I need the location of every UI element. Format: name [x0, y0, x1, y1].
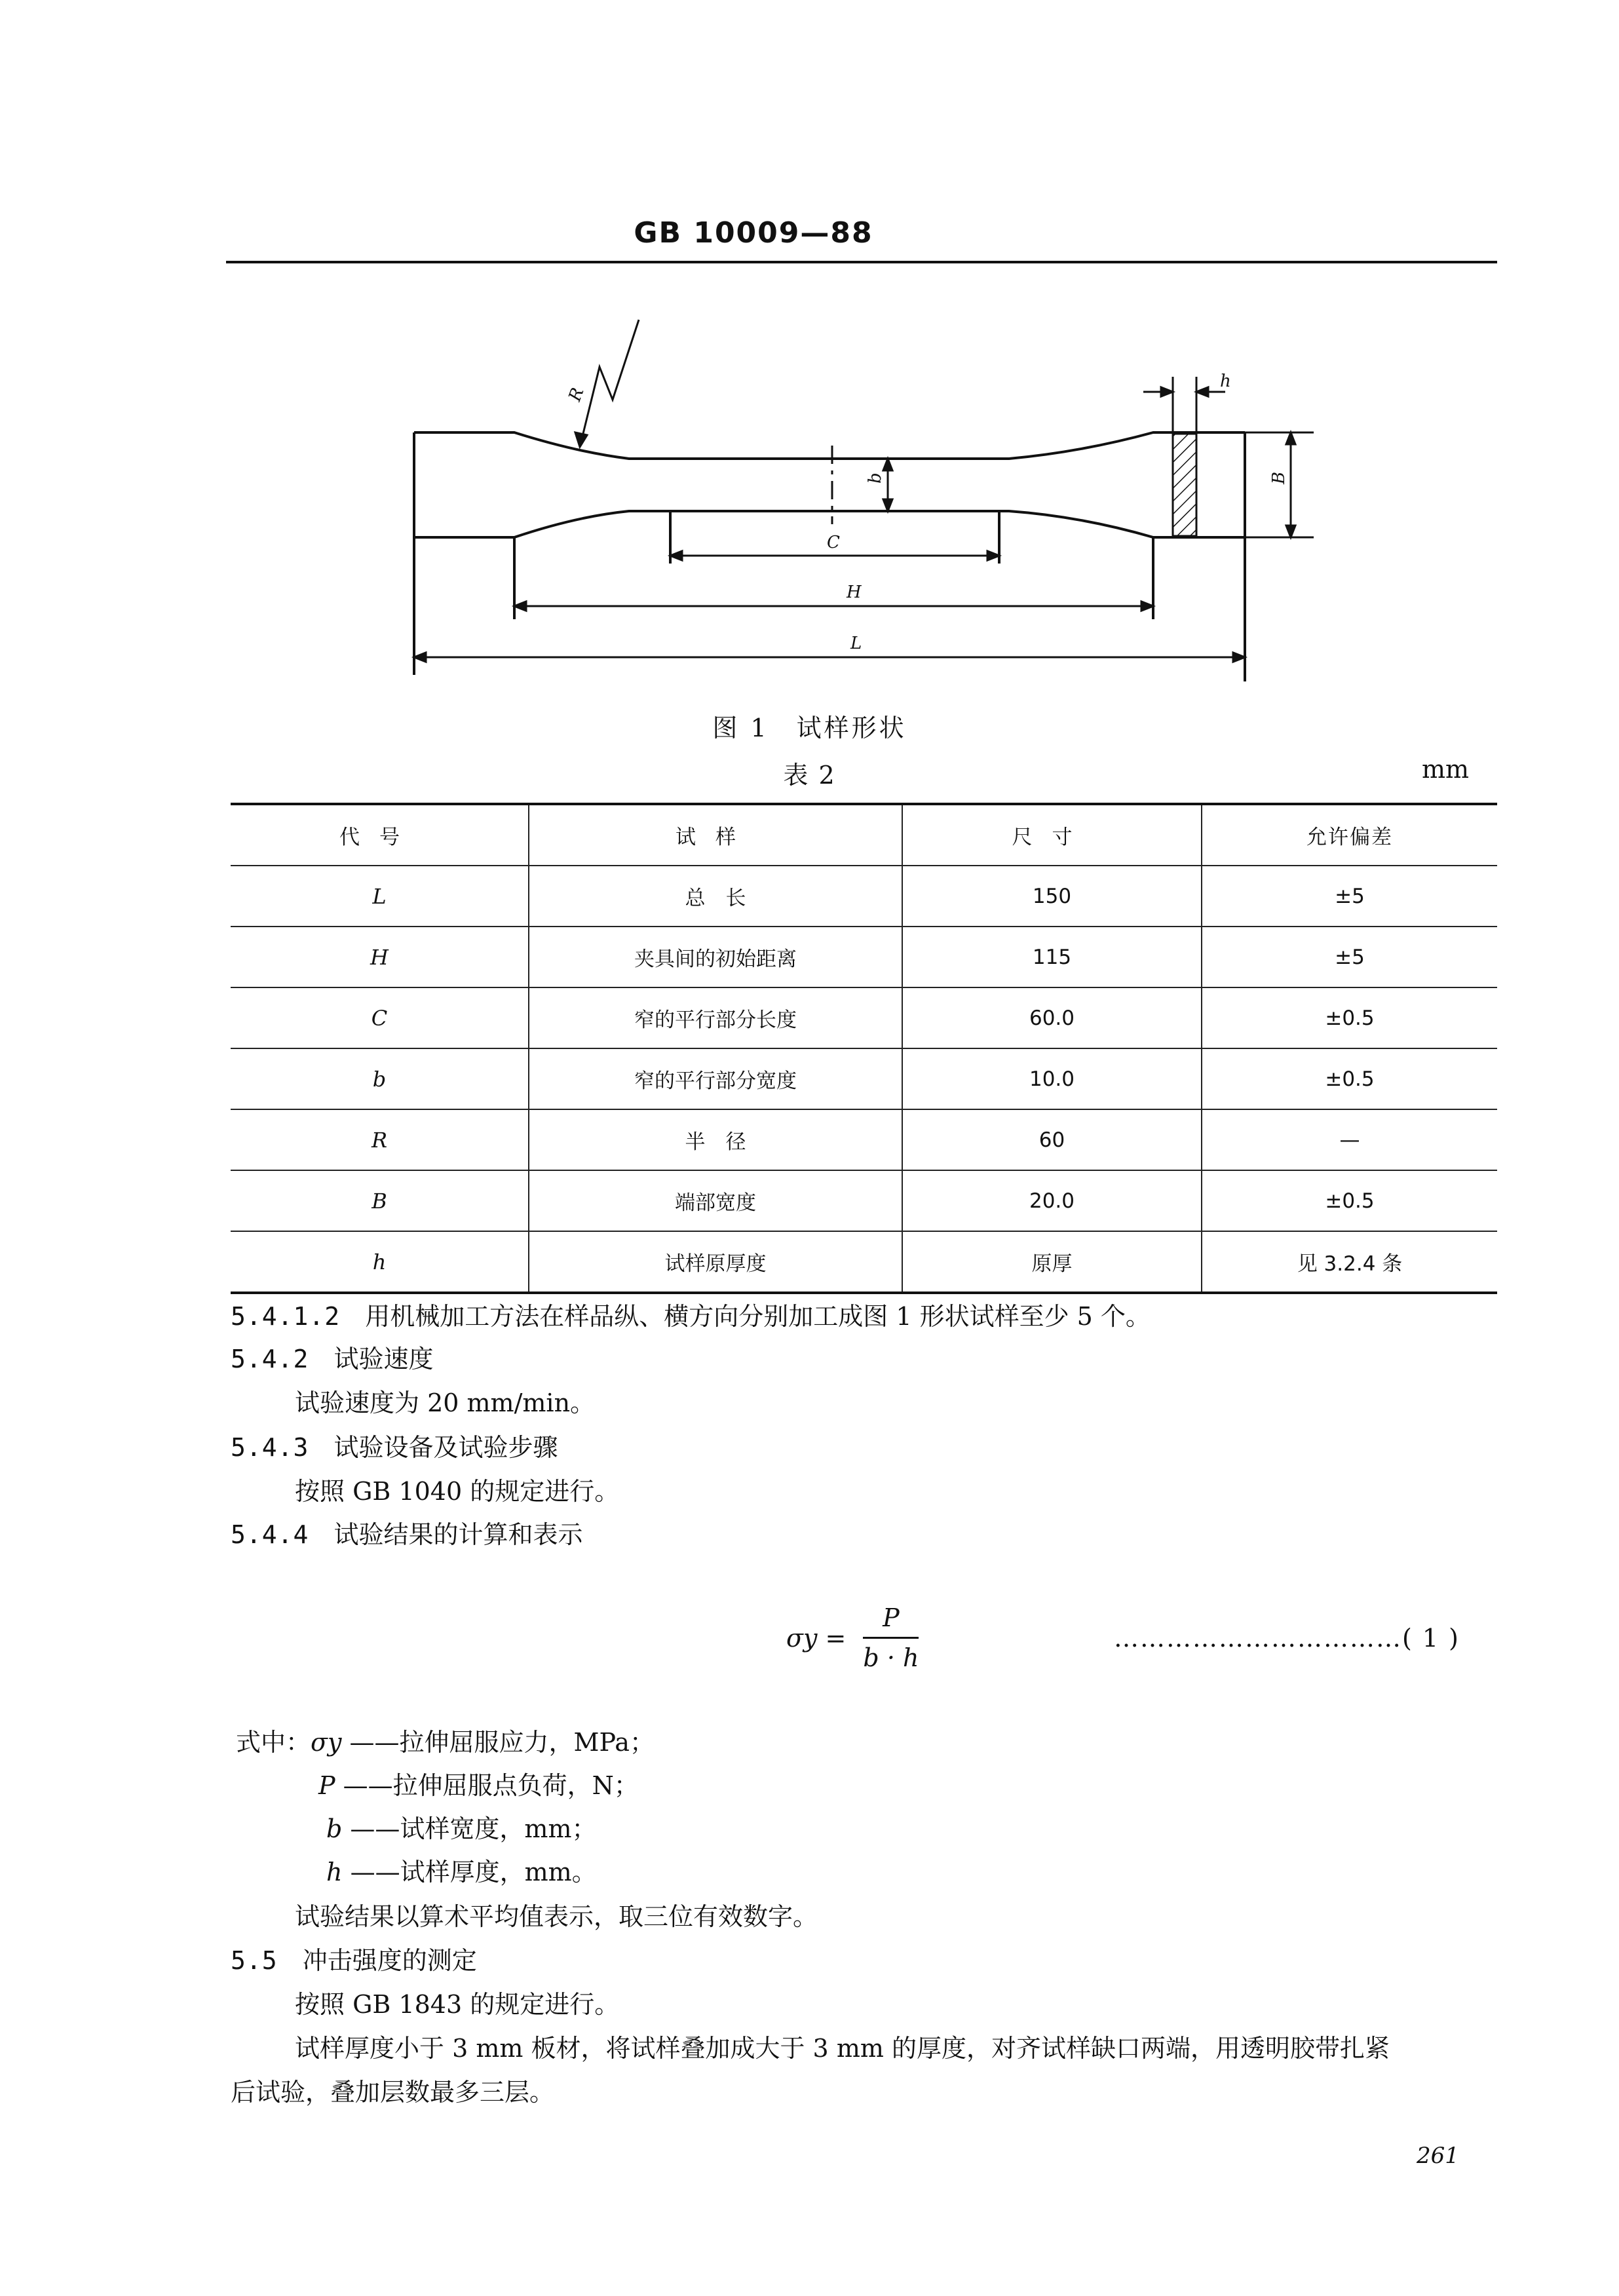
- column-header: 试样: [529, 804, 902, 866]
- section-number: 5.5: [231, 1946, 278, 1975]
- where-prefix: 式中：: [236, 1728, 311, 1757]
- header-rule: [226, 261, 1497, 263]
- specimen-outline-top: [414, 432, 1245, 459]
- cell-size: 10.0: [902, 1048, 1202, 1109]
- figure-label-R: R: [565, 385, 588, 404]
- heading-5-4-3: [231, 1435, 558, 1460]
- formula-number: ( 1 ): [1402, 1624, 1460, 1653]
- cell-size: 60.0: [902, 987, 1202, 1048]
- table-unit: mm: [1422, 755, 1470, 784]
- section-number: 5.4.4: [231, 1520, 309, 1549]
- where-description: ——拉伸屈服点负荷，N；: [343, 1771, 639, 1800]
- where-line-4: [326, 1860, 597, 1885]
- cell-name: 试样原厚度: [529, 1231, 902, 1293]
- paragraph-text: 后试验，叠加层数最多三层。: [231, 2078, 555, 2107]
- thickness-section-hatch: [1173, 434, 1196, 536]
- cell-name: 总 长: [529, 866, 902, 927]
- cell-tolerance: —: [1202, 1109, 1497, 1170]
- cell-name: 半 径: [529, 1109, 902, 1170]
- figure-label-C: C: [827, 533, 840, 552]
- result-note: 试验结果以算术平均值表示，取三位有效数字。: [295, 1902, 818, 1931]
- table-row: [231, 1231, 1497, 1293]
- cell-name: 夹具间的初始距离: [529, 927, 902, 987]
- cell-size: 原厚: [902, 1231, 1202, 1293]
- page-number: 261: [1417, 2143, 1459, 2169]
- cell-size: 20.0: [902, 1170, 1202, 1231]
- dot-leader: ……………………………: [1114, 1624, 1402, 1653]
- dimension-table: [231, 803, 1497, 1294]
- where-description: ——拉伸屈服应力，MPa；: [349, 1728, 655, 1757]
- section-number: 5.4.2: [231, 1345, 309, 1373]
- where-line-2: [318, 1773, 639, 1798]
- cell-name: 窄的平行部分宽度: [529, 1048, 902, 1109]
- section-title: 试验结果的计算和表示: [333, 1520, 583, 1549]
- section-title: 试验设备及试验步骤: [333, 1433, 558, 1462]
- table-row: [231, 866, 1497, 927]
- heading-5-5: [231, 1948, 477, 1973]
- cell-name: 端部宽度: [529, 1170, 902, 1231]
- column-header: 尺寸: [902, 804, 1202, 866]
- cell-symbol: B: [371, 1188, 387, 1214]
- cell-symbol: L: [372, 883, 387, 909]
- table-row: [231, 1048, 1497, 1109]
- figure-label-H: H: [847, 583, 862, 602]
- table-row: [231, 927, 1497, 987]
- cell-tolerance: 见 3.2.4 条: [1202, 1231, 1497, 1293]
- paragraph-text: 试验速度为 20 mm/min。: [295, 1388, 596, 1417]
- paragraph-text: 按照 GB 1040 的规定进行。: [295, 1477, 620, 1506]
- where-description: ——试样厚度，mm。: [350, 1858, 597, 1886]
- figure-caption: 图 1 试样形状: [712, 714, 907, 742]
- heading-5-4-4: [231, 1522, 583, 1547]
- cell-size: 115: [902, 927, 1202, 987]
- formula-fraction: [863, 1599, 919, 1677]
- section-number: 5.4.3: [231, 1433, 309, 1462]
- cell-size: 60: [902, 1109, 1202, 1170]
- cell-symbol: H: [370, 944, 389, 970]
- where-line-1: [236, 1730, 655, 1755]
- where-description: ——试样宽度，mm；: [350, 1814, 597, 1843]
- formula-denominator: b · h: [863, 1643, 919, 1672]
- figure-label-h: h: [1220, 372, 1231, 391]
- cell-symbol: C: [371, 1005, 388, 1031]
- cell-symbol: h: [372, 1249, 387, 1274]
- figure-label-b: b: [866, 472, 885, 484]
- table-header-row: [231, 804, 1497, 866]
- where-symbol: b: [326, 1814, 343, 1843]
- cell-name: 窄的平行部分长度: [529, 987, 902, 1048]
- paragraph-text: 用机械加工方法在样品纵、横方向分别加工成图 1 形状试样至少 5 个。: [365, 1302, 1151, 1331]
- figure-label-L: L: [850, 634, 862, 653]
- specimen-shape-figure: [367, 308, 1337, 695]
- column-header: 代号: [339, 826, 419, 849]
- cell-tolerance: ±0.5: [1202, 1170, 1497, 1231]
- cell-tolerance: ±5: [1202, 927, 1497, 987]
- where-symbol: h: [326, 1858, 343, 1886]
- table-row: [231, 1109, 1497, 1170]
- figure-label-B: B: [1269, 471, 1289, 484]
- paragraph-5-4-1-2: [231, 1304, 1151, 1329]
- cell-tolerance: ±0.5: [1202, 1048, 1497, 1109]
- formula-numerator: P: [863, 1599, 919, 1639]
- cell-tolerance: ±0.5: [1202, 987, 1497, 1048]
- table-row: [231, 1170, 1497, 1231]
- paragraph-text: 按照 GB 1843 的规定进行。: [295, 1990, 620, 2019]
- where-symbol: σy: [311, 1728, 342, 1757]
- heading-5-4-2: [231, 1347, 434, 1371]
- cell-size: 150: [902, 866, 1202, 927]
- formula-number-line: [1114, 1624, 1460, 1653]
- cell-tolerance: ±5: [1202, 866, 1497, 927]
- table-title: 表 2: [783, 761, 836, 790]
- paragraph-text: 试样厚度小于 3 mm 板材，将试样叠加成大于 3 mm 的厚度，对齐试样缺口两端，用透明胶带扎紧: [295, 2034, 1390, 2063]
- standard-code-header: GB 10009—88: [634, 216, 873, 250]
- formula-lhs: σy =: [786, 1623, 847, 1653]
- formula-1: [786, 1599, 919, 1677]
- section-title: 试验速度: [333, 1345, 434, 1373]
- cell-symbol: b: [372, 1066, 387, 1092]
- column-header: 允许偏差: [1202, 804, 1497, 866]
- where-symbol: P: [318, 1771, 335, 1800]
- section-number: 5.4.1.2: [231, 1302, 341, 1331]
- section-title: 冲击强度的测定: [302, 1946, 477, 1975]
- cell-symbol: R: [371, 1127, 388, 1153]
- where-line-3: [326, 1816, 597, 1841]
- table-row: [231, 987, 1497, 1048]
